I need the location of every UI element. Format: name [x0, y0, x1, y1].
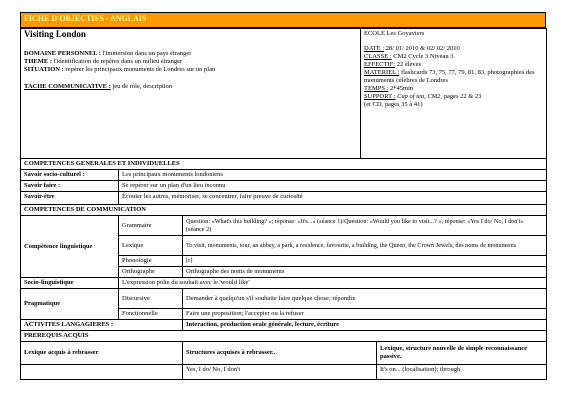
- section-competences-generales: COMPETENCES GENERALES ET INDIVIDUELLES: [21, 159, 547, 170]
- orthographe-value: Orthographe des noms de monuments: [183, 267, 547, 278]
- page-title: Visiting London: [24, 29, 86, 39]
- table-row: [21, 278, 547, 289]
- lexique-rebrasser-header: Lexique acquis à rebrasser: [21, 342, 183, 365]
- theme-line: THEME : l'identification de repères dans un milieu étranger: [24, 58, 183, 65]
- savoir-socio-value: Les principaux monuments londoniens: [119, 170, 547, 181]
- table-row: [21, 342, 547, 365]
- situation-line: SITUATION : repérer les principaux monuments de Londres sur un plan: [24, 66, 216, 73]
- socio-linguistique-label: Socio-linguistique: [21, 278, 119, 289]
- activites-value: Interaction, production orale générale, lecture, écriture: [183, 320, 547, 331]
- pragmatique-label: Pragmatique: [21, 289, 119, 320]
- support-line: SUPPORT : Cup of tea, CM2, pages 22 & 23: [364, 93, 482, 100]
- lexique-rebrasser-cell: [21, 365, 183, 380]
- header-right-cell: [361, 29, 547, 160]
- socio-linguistique-value: L'expression polie du souhait avec le 'would like': [119, 278, 547, 289]
- tache-line: TACHE COMMUNICATIVE : jeu de rôle, description: [24, 83, 172, 90]
- table-row: [21, 365, 547, 380]
- table-row: [21, 192, 547, 205]
- fonctionnelle-value: Faire une proposition; l'accepter ou la refuser: [183, 309, 547, 320]
- table-row: [21, 170, 547, 181]
- effectif-line: EFFECTIF: 22 élèves: [364, 61, 422, 68]
- lexique-structure-header: Lexique, structure nouvelle de simple reconnaissance passive.: [377, 342, 547, 365]
- savoir-socio-label: Savoir socio-culturel :: [21, 170, 119, 181]
- school-name: ECOLE Les Goyaviers: [364, 30, 425, 37]
- structures-rebrasser-header: Structures acquises à rebrasser..: [183, 342, 377, 365]
- fonctionnelle-label: Fonctionnelle: [119, 309, 183, 320]
- title-bar-text: FICHE D'OBJECTIFS - ANGLAIS: [24, 14, 147, 23]
- savoir-etre-label: Savoir-être: [21, 192, 119, 205]
- table-row: [21, 320, 547, 331]
- domaine-line: DOMAINE PERSONNEL : l'immersion dans un pays étranger: [24, 50, 192, 57]
- header-left-cell: [21, 29, 361, 160]
- lexique-label: Lexique: [119, 236, 183, 256]
- table-row: [21, 181, 547, 192]
- discursive-label: Discursive: [119, 289, 183, 309]
- temps-line: TEMPS : 2*45min: [364, 85, 414, 92]
- phonologie-value: [r]: [183, 256, 547, 267]
- structures-rebrasser-value: Yes, I do/ No, I don't: [183, 365, 377, 380]
- header-table: [20, 28, 547, 160]
- savoir-etre-value: Écouter les autres, mémoriser, se concentrer, faire preuve de curiosité: [119, 192, 547, 205]
- savoir-faire-label: Savoir faire :: [21, 181, 119, 192]
- classe-line: CLASSE : CM2 Cycle 3 Niveau 3: [364, 53, 454, 60]
- materiel-line: MATERIEL : flashcards 73, 75, 77, 79, 81, 83, photographies des monuments célèbres de Londres: [364, 69, 535, 84]
- section-competences-communication: COMPETENCES DE COMMUNICATION: [21, 205, 547, 216]
- worksheet: [20, 12, 546, 398]
- lexique-value: To visit, monuments, tour, an abbey, a park, a residence, favourite, a building, the Queen, the Crown Jewels, des noms de monuments: [183, 236, 547, 256]
- objectives-table: [20, 158, 547, 380]
- phonologie-label: Phonologie: [119, 256, 183, 267]
- grammaire-label: Grammaire: [119, 216, 183, 236]
- linguistique-label: Compétence linguistique: [21, 216, 119, 278]
- section-row: [21, 205, 547, 216]
- savoir-faire-value: Se repérer sur un plan d'un lieu inconnu: [119, 181, 547, 192]
- date-line: DATE : 28/ 01/ 2010 & 02/ 02/ 2010: [364, 45, 460, 52]
- section-prerequis: PREREQUIS ACQUIS: [21, 331, 547, 342]
- section-row: [21, 159, 547, 170]
- section-row: [21, 331, 547, 342]
- activites-label: ACTIVITES LANGAGIERES :: [21, 320, 183, 331]
- grammaire-value: Question: «What's this building? »; réponse: «It's...» (séance 1)/Question: «Would you like to visit...? »; réponse: «Yes I do/ No, I don't» (séance 2): [183, 216, 547, 236]
- title-bar: [20, 12, 546, 28]
- orthographe-label: Orthographe: [119, 267, 183, 278]
- discursive-value: Demander à quelqu'un s'il souhaite faire quelque chose; répondre: [183, 289, 547, 309]
- support-line-2: (et CD, pages 35 à 41): [364, 101, 423, 108]
- table-row: [21, 289, 547, 309]
- lexique-structure-value: It's on... (localisation); through: [377, 365, 547, 380]
- table-row: [21, 216, 547, 236]
